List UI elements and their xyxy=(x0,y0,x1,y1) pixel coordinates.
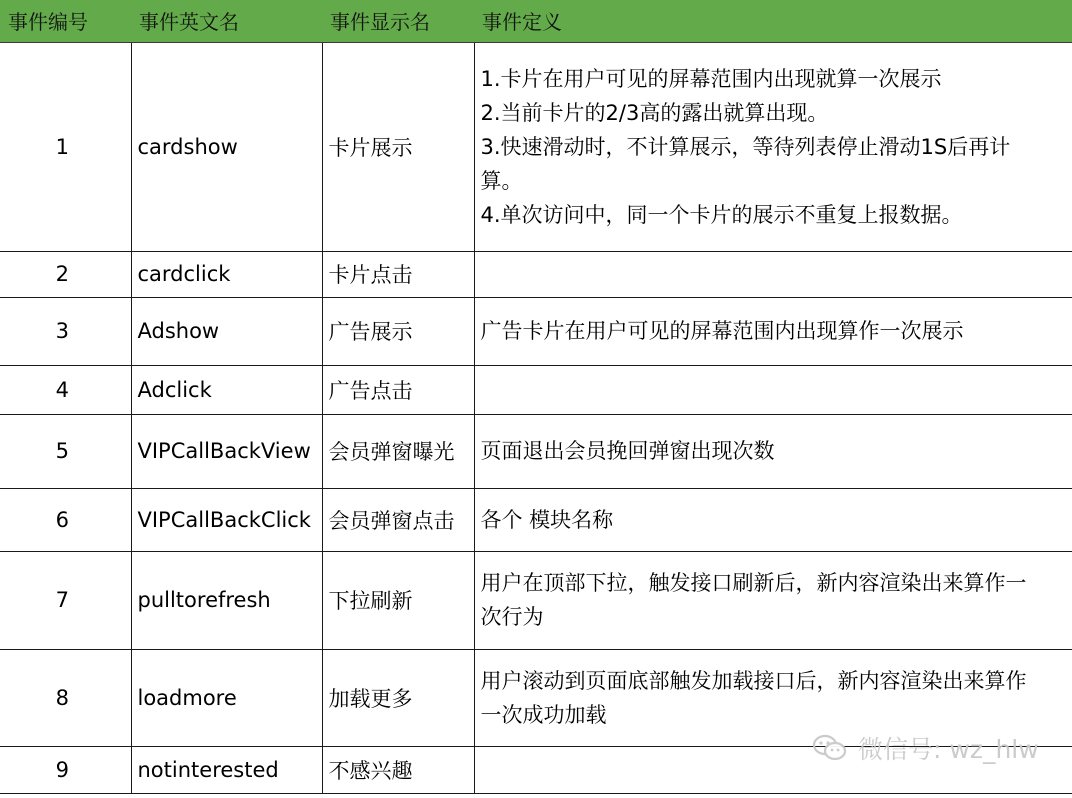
definition-line: 2.当前卡片的2/3高的露出就算出现。 xyxy=(480,100,829,125)
event-id: 3 xyxy=(0,297,131,365)
table-row xyxy=(0,42,1072,251)
event-english-name: cardclick xyxy=(131,251,322,297)
definition-line: 1.卡片在用户可见的屏幕范围内出现就算一次展示 xyxy=(480,66,942,91)
table-row xyxy=(0,488,1072,551)
event-display-name: 广告点击 xyxy=(322,365,474,414)
event-english-name: Adclick xyxy=(131,365,322,414)
event-display-name: 会员弹窗曝光 xyxy=(322,414,474,488)
event-definition xyxy=(474,251,1072,297)
event-id: 8 xyxy=(0,649,131,746)
event-definition xyxy=(474,365,1072,414)
event-id: 1 xyxy=(0,42,131,251)
definition-line: 用户在顶部下拉，触发接口刷新后，新内容渲染出来算作一 xyxy=(480,571,1027,595)
table-row xyxy=(0,551,1072,649)
event-display-name: 广告展示 xyxy=(322,297,474,365)
event-definition xyxy=(474,551,1072,649)
event-english-name: pulltorefresh xyxy=(131,551,322,649)
event-definition: 各个 模块名称 xyxy=(474,488,1072,551)
table-row xyxy=(0,365,1072,414)
event-definition: 页面退出会员挽回弹窗出现次数 xyxy=(474,414,1072,488)
event-display-name: 加载更多 xyxy=(322,649,474,746)
header-event-english-name: 事件英文名 xyxy=(131,0,322,42)
event-display-name: 下拉刷新 xyxy=(322,551,474,649)
event-id: 5 xyxy=(0,414,131,488)
table-row xyxy=(0,414,1072,488)
wechat-watermark xyxy=(812,728,1039,768)
event-english-name: loadmore xyxy=(131,649,322,746)
event-id: 4 xyxy=(0,365,131,414)
header-event-display-name: 事件显示名 xyxy=(322,0,474,42)
event-english-name: VIPCallBackView xyxy=(131,414,322,488)
wechat-icon xyxy=(812,733,848,763)
event-english-name: notinterested xyxy=(131,746,322,793)
event-id: 6 xyxy=(0,488,131,551)
watermark-text: 微信号: wz_hlw xyxy=(858,735,1039,764)
table-row xyxy=(0,251,1072,297)
definition-line: 4.单次访问中，同一个卡片的展示不重复上报数据。 xyxy=(480,202,963,227)
definition-line: 3.快速滑动时，不计算展示，等待列表停止滑动1S后再计 xyxy=(480,134,1011,159)
event-display-name: 会员弹窗点击 xyxy=(322,488,474,551)
event-display-name: 不感兴趣 xyxy=(322,746,474,793)
event-english-name: VIPCallBackClick xyxy=(131,488,322,551)
event-id: 2 xyxy=(0,251,131,297)
event-english-name: cardshow xyxy=(131,42,322,251)
definition-line: 用户滚动到页面底部触发加载接口后，新内容渲染出来算作 xyxy=(480,668,1027,693)
definition-line: 算。 xyxy=(480,168,523,193)
header-event-definition: 事件定义 xyxy=(474,0,1072,42)
event-display-name: 卡片点击 xyxy=(322,251,474,297)
table-row xyxy=(0,297,1072,365)
definition-line: 次行为 xyxy=(480,605,544,629)
header-event-id: 事件编号 xyxy=(0,0,131,42)
definition-line: 一次成功加载 xyxy=(480,702,607,727)
event-id: 7 xyxy=(0,551,131,649)
table-header-row xyxy=(0,0,1072,42)
event-display-name: 卡片展示 xyxy=(322,42,474,251)
event-id: 9 xyxy=(0,746,131,793)
event-english-name: Adshow xyxy=(131,297,322,365)
event-definition xyxy=(474,42,1072,251)
event-definition: 广告卡片在用户可见的屏幕范围内出现算作一次展示 xyxy=(474,297,1072,365)
